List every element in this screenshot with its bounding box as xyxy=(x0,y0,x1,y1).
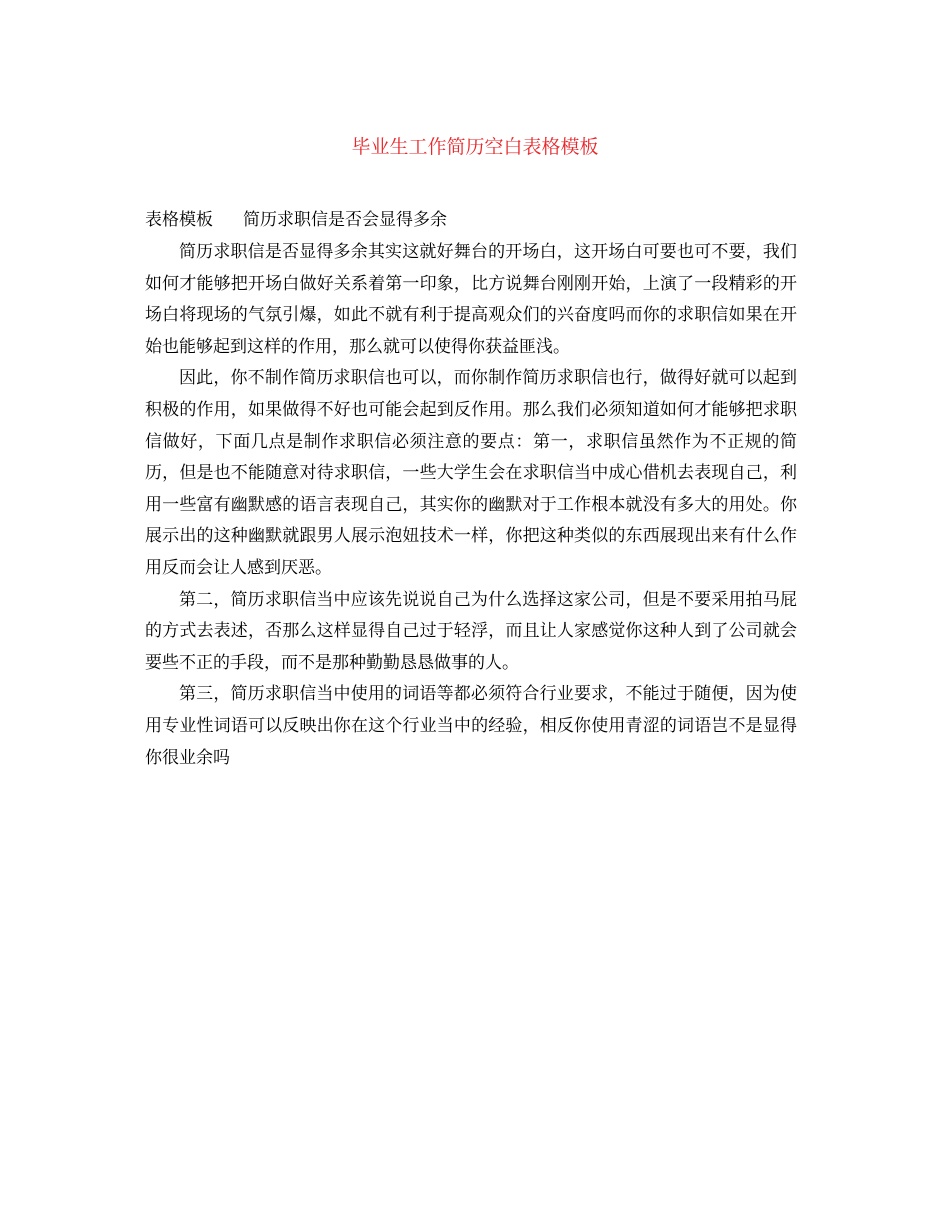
subtitle-topic: 简历求职信是否会显得多余 xyxy=(243,210,447,230)
subtitle-category: 表格模板 xyxy=(145,210,213,230)
page-title: 毕业生工作简历空白表格模板 xyxy=(351,136,599,158)
subtitle-line xyxy=(145,205,447,235)
paragraph-3: 第二，简历求职信当中应该先说说自己为什么选择这家公司，但是不要采用拍马屁的方式去表述，否那么这样显得自己过于轻浮，而且让人家感觉你这种人到了公司就会要些不正的手段，而不是那种勤勤恳恳做事的人。 xyxy=(145,589,797,673)
body-text xyxy=(145,237,797,774)
paragraph-1: 简历求职信是否显得多余其实这就好舞台的开场白，这开场白可要也可不要，我们如何才能够把开场白做好关系着第一印象，比方说舞台刚刚开始，上演了一段精彩的开场白将现场的气氛引爆，如此不就有利于提高观众们的兴奋度吗而你的求职信如果在开始也能够起到这样的作用，那么就可以使得你获益匪浅。 xyxy=(145,242,797,357)
paragraph-4: 第三，简历求职信当中使用的词语等都必须符合行业要求，不能过于随便，因为使用专业性词语可以反映出你在这个行业当中的经验，相反你使用青涩的词语岂不是显得你很业余吗 xyxy=(145,684,797,768)
paragraph-2: 因此，你不制作简历求职信也可以，而你制作简历求职信也行，做得好就可以起到积极的作用，如果做得不好也可能会起到反作用。那么我们必须知道如何才能够把求职信做好，下面几点是制作求职信必须注意的要点：第一，求职信虽然作为不正规的简历，但是也不能随意对待求职信，一些大学生会在求职信当中成心借机去表现自己，利用一些富有幽默感的语言表现自己，其实你的幽默对于工作根本就没有多大的用处。你展示出的这种幽默就跟男人展示泡妞技术一样，你把这种类似的东西展现出来有什么作用反而会让人感到厌恶。 xyxy=(145,368,797,578)
